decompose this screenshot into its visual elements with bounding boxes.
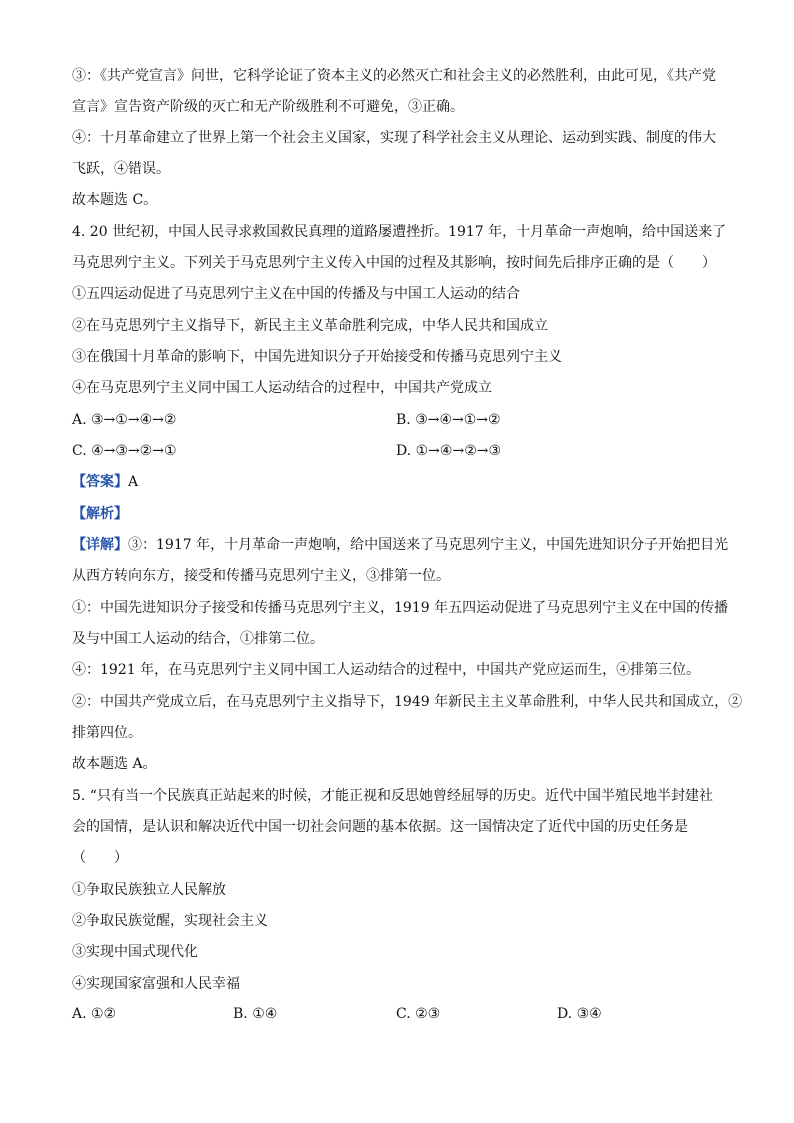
question-4-item: ③在俄国十月革命的影响下，中国先进知识分子开始接受和传播马克思列宁主义 bbox=[72, 349, 562, 365]
answer-tag: 【答案】 bbox=[72, 474, 128, 490]
q4-answer-line bbox=[72, 472, 138, 492]
detail-text: ④：1921 年，在马克思列宁主义同中国工人运动结合的过程中，中国共产党应运而生，④排第三位。 bbox=[72, 662, 701, 678]
text-line: 宣言》宣告资产阶级的灭亡和无产阶级胜利不可避免，③正确。 bbox=[72, 99, 464, 115]
q5-option-b: B. ①④ bbox=[233, 1006, 278, 1022]
question-4-stem: 4. 20 世纪初，中国人民寻求救国救民真理的道路屡遭挫折。1917 年，十月革命一声炮响，给中国送来了 bbox=[72, 224, 727, 240]
question-5-item: ③实现中国式现代化 bbox=[72, 944, 198, 960]
detail-conclusion: 故本题选 A。 bbox=[72, 756, 157, 772]
q5-option-a: A. ①② bbox=[72, 1006, 117, 1022]
q4-option-b: B. ③→④→①→② bbox=[396, 412, 501, 428]
detail-text: 从西方转向东方，接受和传播马克思列宁主义，③排第一位。 bbox=[72, 568, 450, 584]
detail-text: 及与中国工人运动的结合，①排第二位。 bbox=[72, 631, 324, 647]
text-line: 飞跃，④错误。 bbox=[72, 161, 170, 177]
detail-text: ①：中国先进知识分子接受和传播马克思列宁主义，1919 年五四运动促进了马克思列宁主义在中国的传播 bbox=[72, 600, 729, 616]
analysis-tag: 【解析】 bbox=[72, 506, 128, 522]
question-4-stem: 马克思列宁主义。下列关于马克思列宁主义传入中国的过程及其影响，按时间先后排序正确的是（ ） bbox=[72, 255, 716, 271]
question-5-stem: 5. “只有当一个民族真正站起来的时候，才能正视和反思她曾经屈辱的历史。近代中国半殖民地半封建社 bbox=[72, 788, 713, 804]
question-5-stem: 会的国情，是认识和解决近代中国一切社会问题的基本依据。这一国情决定了近代中国的历史任务是 bbox=[72, 819, 688, 835]
question-5-item: ②争取民族觉醒，实现社会主义 bbox=[72, 913, 268, 929]
q4-option-a: A. ③→①→④→② bbox=[72, 412, 177, 428]
q5-option-d: D. ③④ bbox=[557, 1006, 602, 1022]
answer-value: A bbox=[128, 474, 139, 490]
q4-option-d: D. ①→④→②→③ bbox=[396, 443, 502, 459]
question-5-item: ①争取民族独立人民解放 bbox=[72, 882, 226, 898]
question-4-item: ②在马克思列宁主义指导下，新民主主义革命胜利完成，中华人民共和国成立 bbox=[72, 318, 548, 334]
q4-detail-line bbox=[72, 535, 728, 555]
text-line: ④：十月革命建立了世界上第一个社会主义国家，实现了科学社会主义从理论、运动到实践、制度的伟大 bbox=[72, 130, 716, 146]
question-5-stem: （ ） bbox=[72, 850, 128, 866]
detail-text: ③：1917 年，十月革命一声炮响，给中国送来了马克思列宁主义，中国先进知识分子开始把目光 bbox=[128, 537, 729, 553]
question-4-item: ④在马克思列宁主义同中国工人运动结合的过程中，中国共产党成立 bbox=[72, 380, 492, 396]
q4-analysis-line bbox=[72, 504, 128, 524]
text-line: 故本题选 C。 bbox=[72, 192, 158, 208]
detail-text: ②：中国共产党成立后，在马克思列宁主义指导下，1949 年新民主主义革命胜利，中华人民共和国成立，② bbox=[72, 694, 743, 710]
q5-option-c: C. ②③ bbox=[396, 1006, 441, 1022]
text-line: ③：《共产党宣言》问世，它科学论证了资本主义的必然灭亡和社会主义的必然胜利，由此可见，《共产党 bbox=[72, 68, 716, 84]
question-5-item: ④实现国家富强和人民幸福 bbox=[72, 976, 240, 992]
question-4-item: ①五四运动促进了马克思列宁主义在中国的传播及与中国工人运动的结合 bbox=[72, 286, 520, 302]
q4-option-c: C. ④→③→②→① bbox=[72, 443, 177, 459]
detail-text: 排第四位。 bbox=[72, 725, 142, 741]
detail-tag: 【详解】 bbox=[72, 537, 128, 553]
